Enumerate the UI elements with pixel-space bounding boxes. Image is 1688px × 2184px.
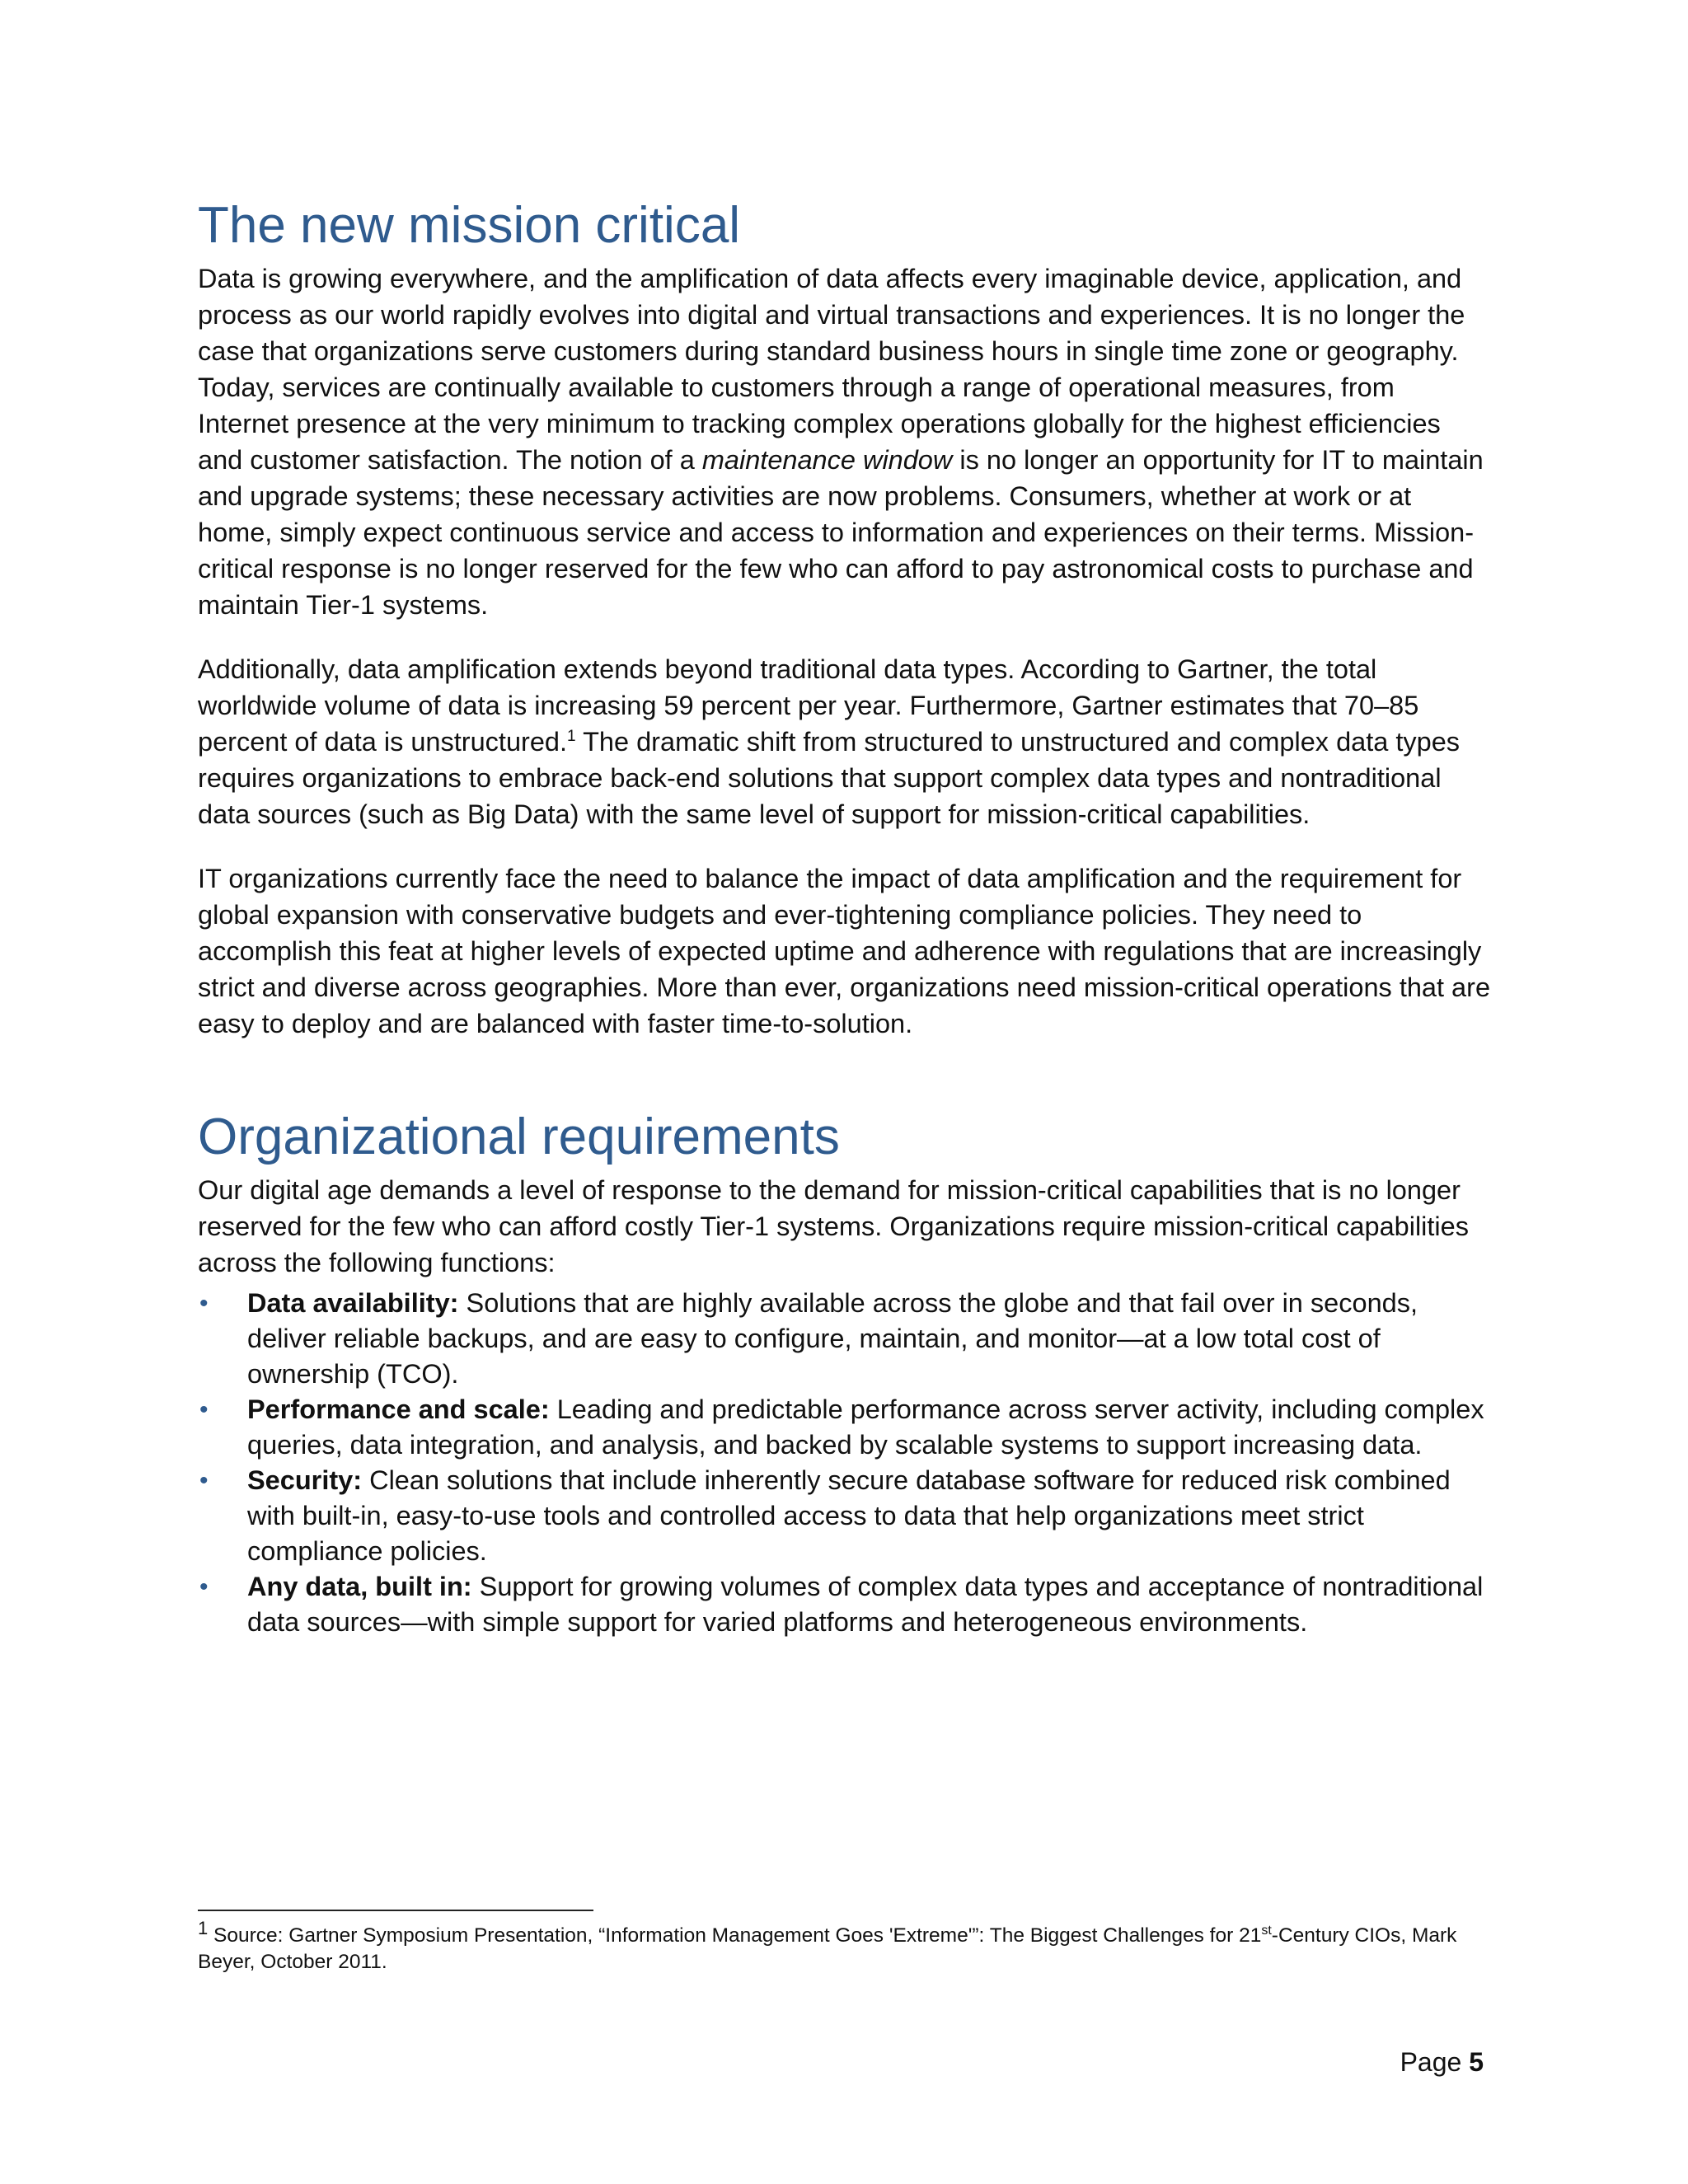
paragraph-text: Additionally, data amplification extends beyond traditional data types. According to Gartner, the total worldwide volume of data is increasing 59 percent per year. Furthermore, Gartner estimates that 70–85 percent of data is unstructured. xyxy=(198,654,1419,757)
footnote-divider xyxy=(198,1910,593,1911)
list-item-text: Clean solutions that include inherently secure database software for reduced risk combined with built-in, easy-to-use tools and controlled access to data that help organizations meet strict compliance policies. xyxy=(247,1465,1451,1566)
footnote-mark: 1 xyxy=(198,1917,209,1938)
list-item-text: Leading and predictable performance across server activity, including complex queries, data integration, and analysis, and backed by scalable systems to support increasing data. xyxy=(247,1394,1484,1460)
page-number xyxy=(1400,2046,1484,2079)
bullet-icon: • xyxy=(199,1396,209,1423)
paragraph-requirements-intro: Our digital age demands a level of response to the demand for mission-critical capabilities that is no longer reserved for the few who can afford costly Tier-1 systems. Organizations require mission-critical capabilities across the following functions: xyxy=(198,1175,1469,1277)
paragraph-data-growth xyxy=(198,260,1492,623)
footnote-text: Source: Gartner Symposium Presentation, “Information Management Goes 'Extreme'”: The Biggest Challenges for 21 xyxy=(208,1924,1262,1947)
list-item-text: Support for growing volumes of complex data types and acceptance of nontraditional data sources—with simple support for varied platforms and heterogeneous environments. xyxy=(247,1572,1484,1637)
paragraph-text: is no longer an opportunity for IT to maintain and upgrade systems; these necessary activities are now problems. Consumers, whether at work or at home, simply expect continuous service and access to information and experiences on their terms. Mission-critical response is no longer reserved for the few who can afford to pay astronomical costs to purchase and maintain Tier-1 systems. xyxy=(198,445,1484,620)
list-item-performance-scale xyxy=(198,1392,1492,1463)
footnote-text: -Century CIOs, Mark Beyer, October 2011. xyxy=(198,1924,1457,1973)
emphasis-maintenance-window: maintenance window xyxy=(701,445,953,475)
list-item-data-availability xyxy=(198,1286,1492,1392)
page-number-label: Page xyxy=(1400,2047,1470,2077)
paragraph-it-organizations: IT organizations currently face the need to balance the impact of data amplification and the requirement for global expansion with conservative budgets and ever-tightening compliance policies. They need to accomplish this feat at higher levels of expected uptime and adherence with regulations that are increasingly strict and diverse across geographies. More than ever, organizations need mission-critical operations that are easy to deploy and are balanced with faster time-to-solution. xyxy=(198,864,1491,1038)
paragraph-text: Data is growing everywhere, and the amplification of data affects every imaginable device, application, and process as our world rapidly evolves into digital and virtual transactions and experiences. It is no longer the case that organizations serve customers during standard business hours in single time zone or geography. Today, services are continually available to customers through a range of operational measures, from Internet presence at the very minimum to tracking complex operations globally for the highest efficiencies and customer satisfaction. The notion of a xyxy=(198,264,1465,475)
list-item-term: Data availability: xyxy=(247,1288,459,1318)
list-item-any-data xyxy=(198,1569,1492,1640)
paragraph-data-amplification xyxy=(198,651,1492,832)
bullet-icon: • xyxy=(199,1467,209,1494)
bullet-icon: • xyxy=(199,1573,209,1601)
paragraph-text: The dramatic shift from structured to unstructured and complex data types requires organizations to embrace back-end solutions that support complex data types and nontraditional data sources (such as Big Data) with the same level of support for mission-critical capabilities. xyxy=(198,727,1461,829)
page-content xyxy=(198,196,1492,1640)
footnote-reference: 1 xyxy=(567,728,576,746)
list-item-security xyxy=(198,1463,1492,1569)
section-heading-organizational-requirements: Organizational requirements xyxy=(198,1108,840,1165)
list-item-text: Solutions that are highly available across the globe and that fail over in seconds, deliver reliable backups, and are easy to configure, maintain, and monitor—at a low total cost of ownership (TCO). xyxy=(247,1288,1418,1389)
section-heading-mission-critical: The new mission critical xyxy=(198,197,741,254)
bullet-icon: • xyxy=(199,1290,209,1317)
page-number-value: 5 xyxy=(1469,2047,1484,2077)
list-item-term: Performance and scale: xyxy=(247,1394,550,1424)
list-item-term: Any data, built in: xyxy=(247,1572,472,1601)
requirements-list xyxy=(198,1286,1492,1640)
list-item-term: Security: xyxy=(247,1465,363,1495)
footnote-ordinal-suffix: st xyxy=(1261,1923,1272,1938)
footnote xyxy=(198,1917,1500,1975)
